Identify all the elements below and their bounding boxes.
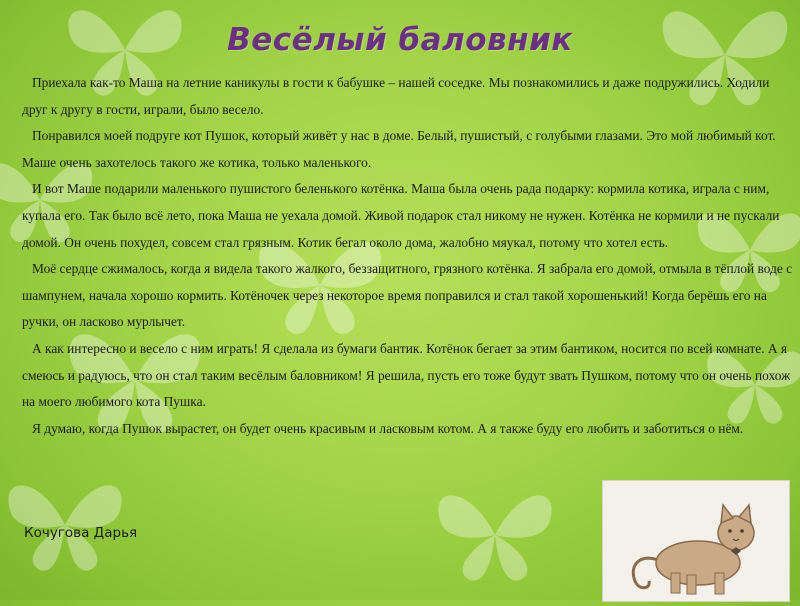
paragraph: И вот Маше подарили маленького пушистого беленького котёнка. Маша была очень рада подарку: кормила котика, играла с ним, купала его. Так было всё лето, пока Маша не уехала домой. Живой подарок стал никому не нужен. Котёнка не кормили и не пускали домой. Он очень похудел, совсем стал грязным. Котик бегал около дома, жалобно мяукал, потому что хотел есть. <box>22 181 780 250</box>
butterfly-icon <box>430 480 560 590</box>
paragraph: Я думаю, когда Пушок вырастет, он будет очень красивым и ласковым котом. А я также буду его любить и заботиться о нём. <box>32 420 744 436</box>
paragraph: Моё сердце сжималось, когда я видела такого жалкого, беззащитного, грязного котёнка. Я забрала его домой, отмыла в тёплой воде с шампунем, начала хорошо кормить. Котёночек через некоторое время поправился и стал такой хорошенький! Когда берёшь его на ручки, он ласково мурлычет. <box>22 261 793 330</box>
page-title: Весёлый баловник <box>227 22 573 58</box>
cat-drawing <box>602 480 790 602</box>
story-text <box>22 70 797 442</box>
paragraph: Понравился моей подруге кот Пушок, который живёт у нас в доме. Белый, пушистый, с голубыми глазами. Это мой любимый кот. Маше очень захотелось такого же котика, только маленького. <box>22 128 776 170</box>
author-name: Кочугова Дарья <box>24 525 138 541</box>
paragraph: А как интересно и весело с ним играть! Я сделала из бумаги бантик. Котёнок бегает за этим бантиком, носится по всей комнате. А я смеюсь и радуюсь, что он стал таким весёлым баловником! Я решила, пусть его тоже будут звать Пушком, потому что он очень похож на моего любимого кота Пушка. <box>22 340 791 410</box>
paragraph: Приехала как-то Маша на летние каникулы в гости к бабушке – нашей соседке. Мы познакомились и даже подружились. Ходили друг к другу в гости, играли, было весело. <box>22 75 770 117</box>
cat-illustration <box>603 481 789 601</box>
